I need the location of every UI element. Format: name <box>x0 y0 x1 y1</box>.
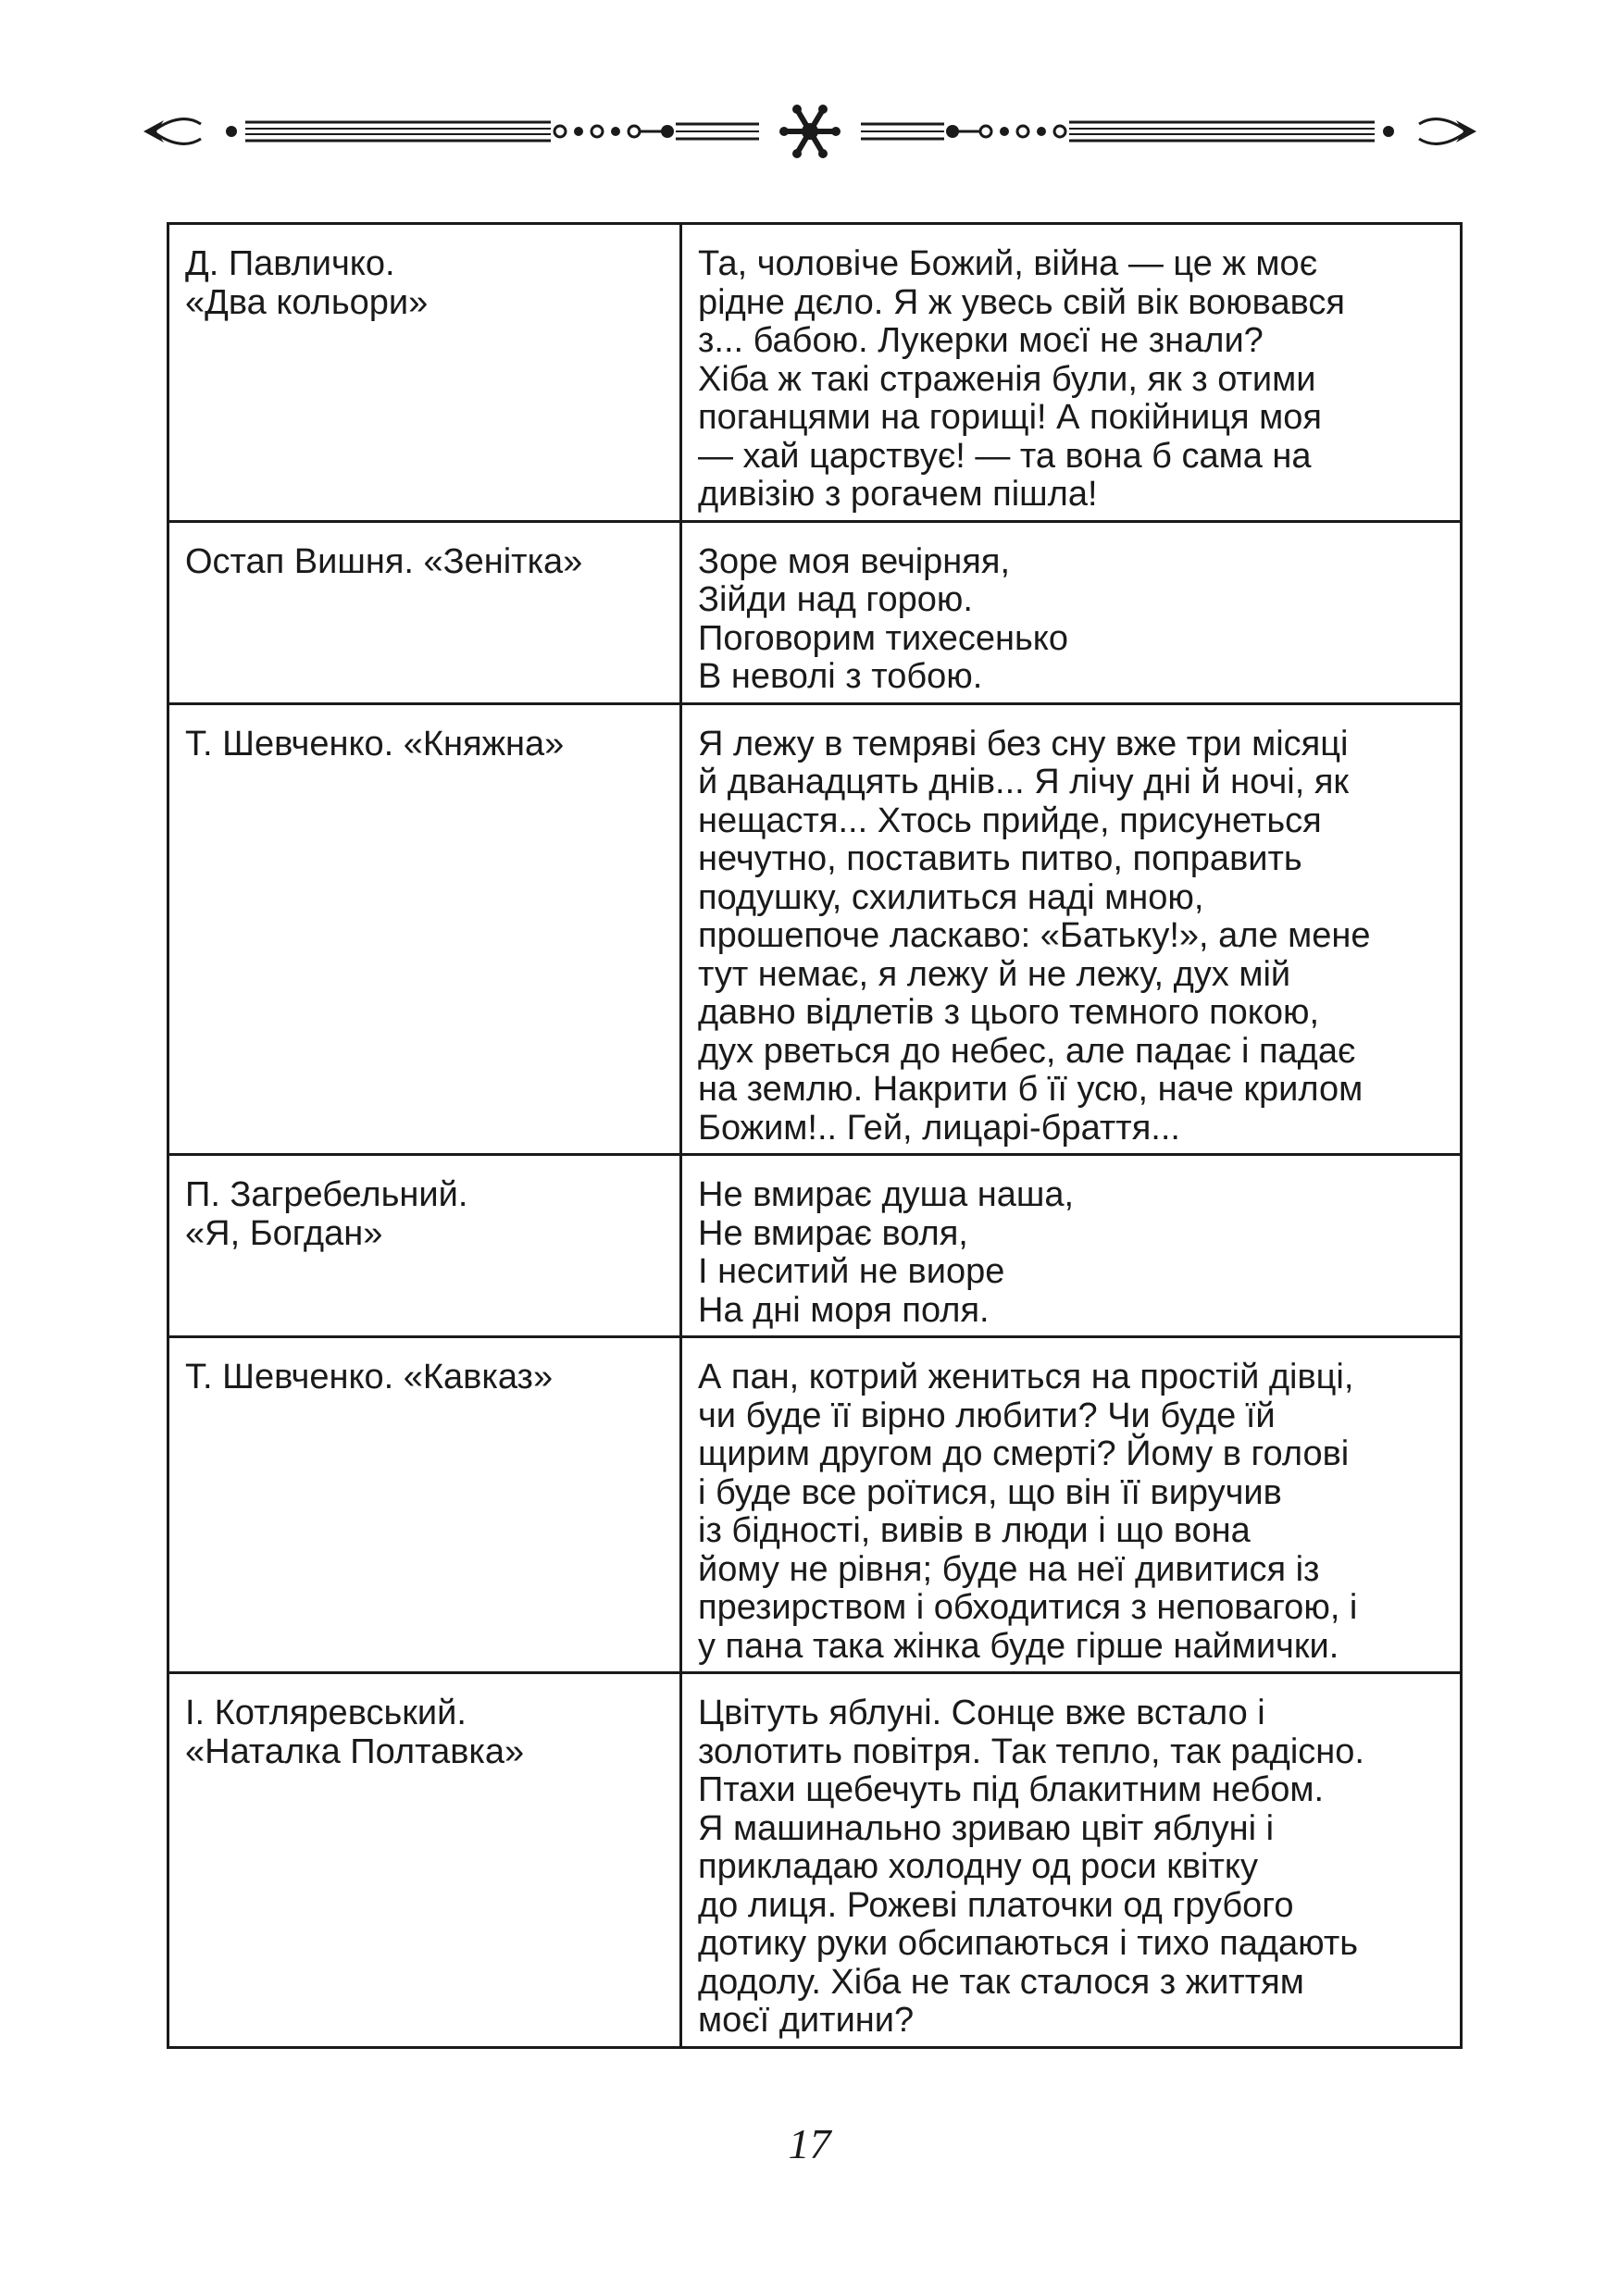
quote-line: дотику руки обсипаються і тихо падають <box>698 1924 1359 1963</box>
table-row <box>168 1673 1462 2048</box>
quote-line: Та, чоловіче Божий, війна — це ж моє <box>698 244 1318 283</box>
quote-line: тут немає, я лежу й не лежу, дух мій <box>698 954 1291 994</box>
author-cell <box>168 521 681 703</box>
quote-line: рідне дєло. Я ж увесь свій вік воювався <box>698 282 1345 322</box>
quote-line: Я машинально зриваю цвіт яблуні і <box>698 1808 1275 1848</box>
quote-line: дивізію з рогачем пішла! <box>698 475 1098 514</box>
quote-line: щирим другом до смерті? Йому в голові <box>698 1434 1350 1473</box>
table-row <box>168 1155 1462 1337</box>
table-row <box>168 1337 1462 1673</box>
author-cell <box>168 1673 681 2048</box>
quote-line: з... бабою. Лукерки моєї не знали? <box>698 321 1264 360</box>
quote-line: й дванадцять днів... Я лічу дні й ночі, як <box>698 763 1350 801</box>
quote-line: поганцями на горищі! А покійниця моя <box>698 398 1322 437</box>
quote-cell <box>681 1155 1462 1337</box>
quote-line: Цвітуть яблуні. Сонце вже встало і <box>698 1694 1265 1732</box>
author-line: Д. Павличко. <box>185 244 395 283</box>
quote-line: нечутно, поставить питво, поправить <box>698 839 1302 878</box>
table-row <box>168 521 1462 703</box>
quote-line: — хай царствує! — та вона б сама на <box>698 436 1312 476</box>
quote-line: додолу. Хіба не так сталося з життям <box>698 1962 1304 2002</box>
quote-line: Зоре моя вечірняя, <box>698 541 1011 581</box>
author-line: Т. Шевченко. «Княжна» <box>185 724 565 763</box>
quote-line: прикладаю холодну од роси квітку <box>698 1847 1258 1886</box>
author-line: Остап Вишня. «Зенітка» <box>185 541 583 581</box>
quote-line: Хіба ж такі страженія були, як з отими <box>698 359 1316 399</box>
quote-cell <box>681 703 1462 1155</box>
author-line: Т. Шевченко. «Кавказ» <box>185 1358 554 1396</box>
quote-line: презирством і обходитися з неповагою, і <box>698 1588 1358 1627</box>
quote-line: Зійди над горою. <box>698 580 973 619</box>
quote-line: до лиця. Рожеві платочки од грубого <box>698 1885 1294 1925</box>
quote-line: із бідності, вивів в люди і що вона <box>698 1511 1251 1550</box>
quote-line: дух рветься до небес, але падає і падає <box>698 1031 1356 1071</box>
quote-line: подушку, схилиться наді мною, <box>698 877 1204 917</box>
page-number: 17 <box>788 2120 831 2167</box>
quote-line: нещастя... Хтось прийде, присунеться <box>698 800 1322 840</box>
author-line: І. Котляревський. <box>185 1694 467 1732</box>
quote-line: Птахи щебечуть під блакитним небом. <box>698 1770 1325 1809</box>
quote-line: у пана така жінка буде гірше наймички. <box>698 1626 1339 1666</box>
quote-line: прошепоче ласкаво: «Батьку!», але мене <box>698 916 1371 955</box>
author-cell <box>168 224 681 522</box>
quotes-table <box>167 222 1463 2049</box>
quote-line: на землю. Накрити б її усю, наче крилом <box>698 1070 1364 1109</box>
quote-line: В неволі з тобою. <box>698 657 983 696</box>
author-cell <box>168 1337 681 1673</box>
quote-line: Поговорим тихесенько <box>698 618 1068 658</box>
header-ornament-icon <box>143 104 1476 159</box>
quote-line: моєї дитини? <box>698 2001 915 2040</box>
quote-cell <box>681 224 1462 522</box>
author-cell <box>168 1155 681 1337</box>
quote-line: давно відлетів з цього темного покою, <box>698 993 1320 1032</box>
author-line: «Наталка Полтавка» <box>185 1731 525 1771</box>
quote-line: Не вмирає воля, <box>698 1213 968 1253</box>
quote-line: і буде все роїтися, що він її виручив <box>698 1472 1282 1512</box>
author-line: «Я, Богдан» <box>185 1213 383 1253</box>
quote-line: чи буде її вірно любити? Чи буде їй <box>698 1396 1276 1435</box>
quote-line: І неситий не виоре <box>698 1252 1005 1291</box>
author-line: П. Загребельний. <box>185 1175 468 1214</box>
quote-cell <box>681 1337 1462 1673</box>
author-cell <box>168 703 681 1155</box>
table-row <box>168 703 1462 1155</box>
table-row <box>168 224 1462 522</box>
quote-cell <box>681 1673 1462 2048</box>
quote-line: Божим!.. Гей, лицарі-браття... <box>698 1108 1180 1148</box>
author-line: «Два кольори» <box>185 282 429 322</box>
quote-line: Я лежу в темряві без сну вже три місяці <box>698 724 1349 763</box>
quote-line: А пан, котрий жениться на простій дівці, <box>698 1358 1354 1396</box>
quote-line: На дні моря поля. <box>698 1290 990 1330</box>
quote-line: йому не рівня; буде на неї дивитися із <box>698 1549 1320 1589</box>
quote-line: Не вмирає душа наша, <box>698 1175 1075 1214</box>
quote-line: золотить повітря. Так тепло, так радісно. <box>698 1731 1364 1771</box>
quote-cell <box>681 521 1462 703</box>
